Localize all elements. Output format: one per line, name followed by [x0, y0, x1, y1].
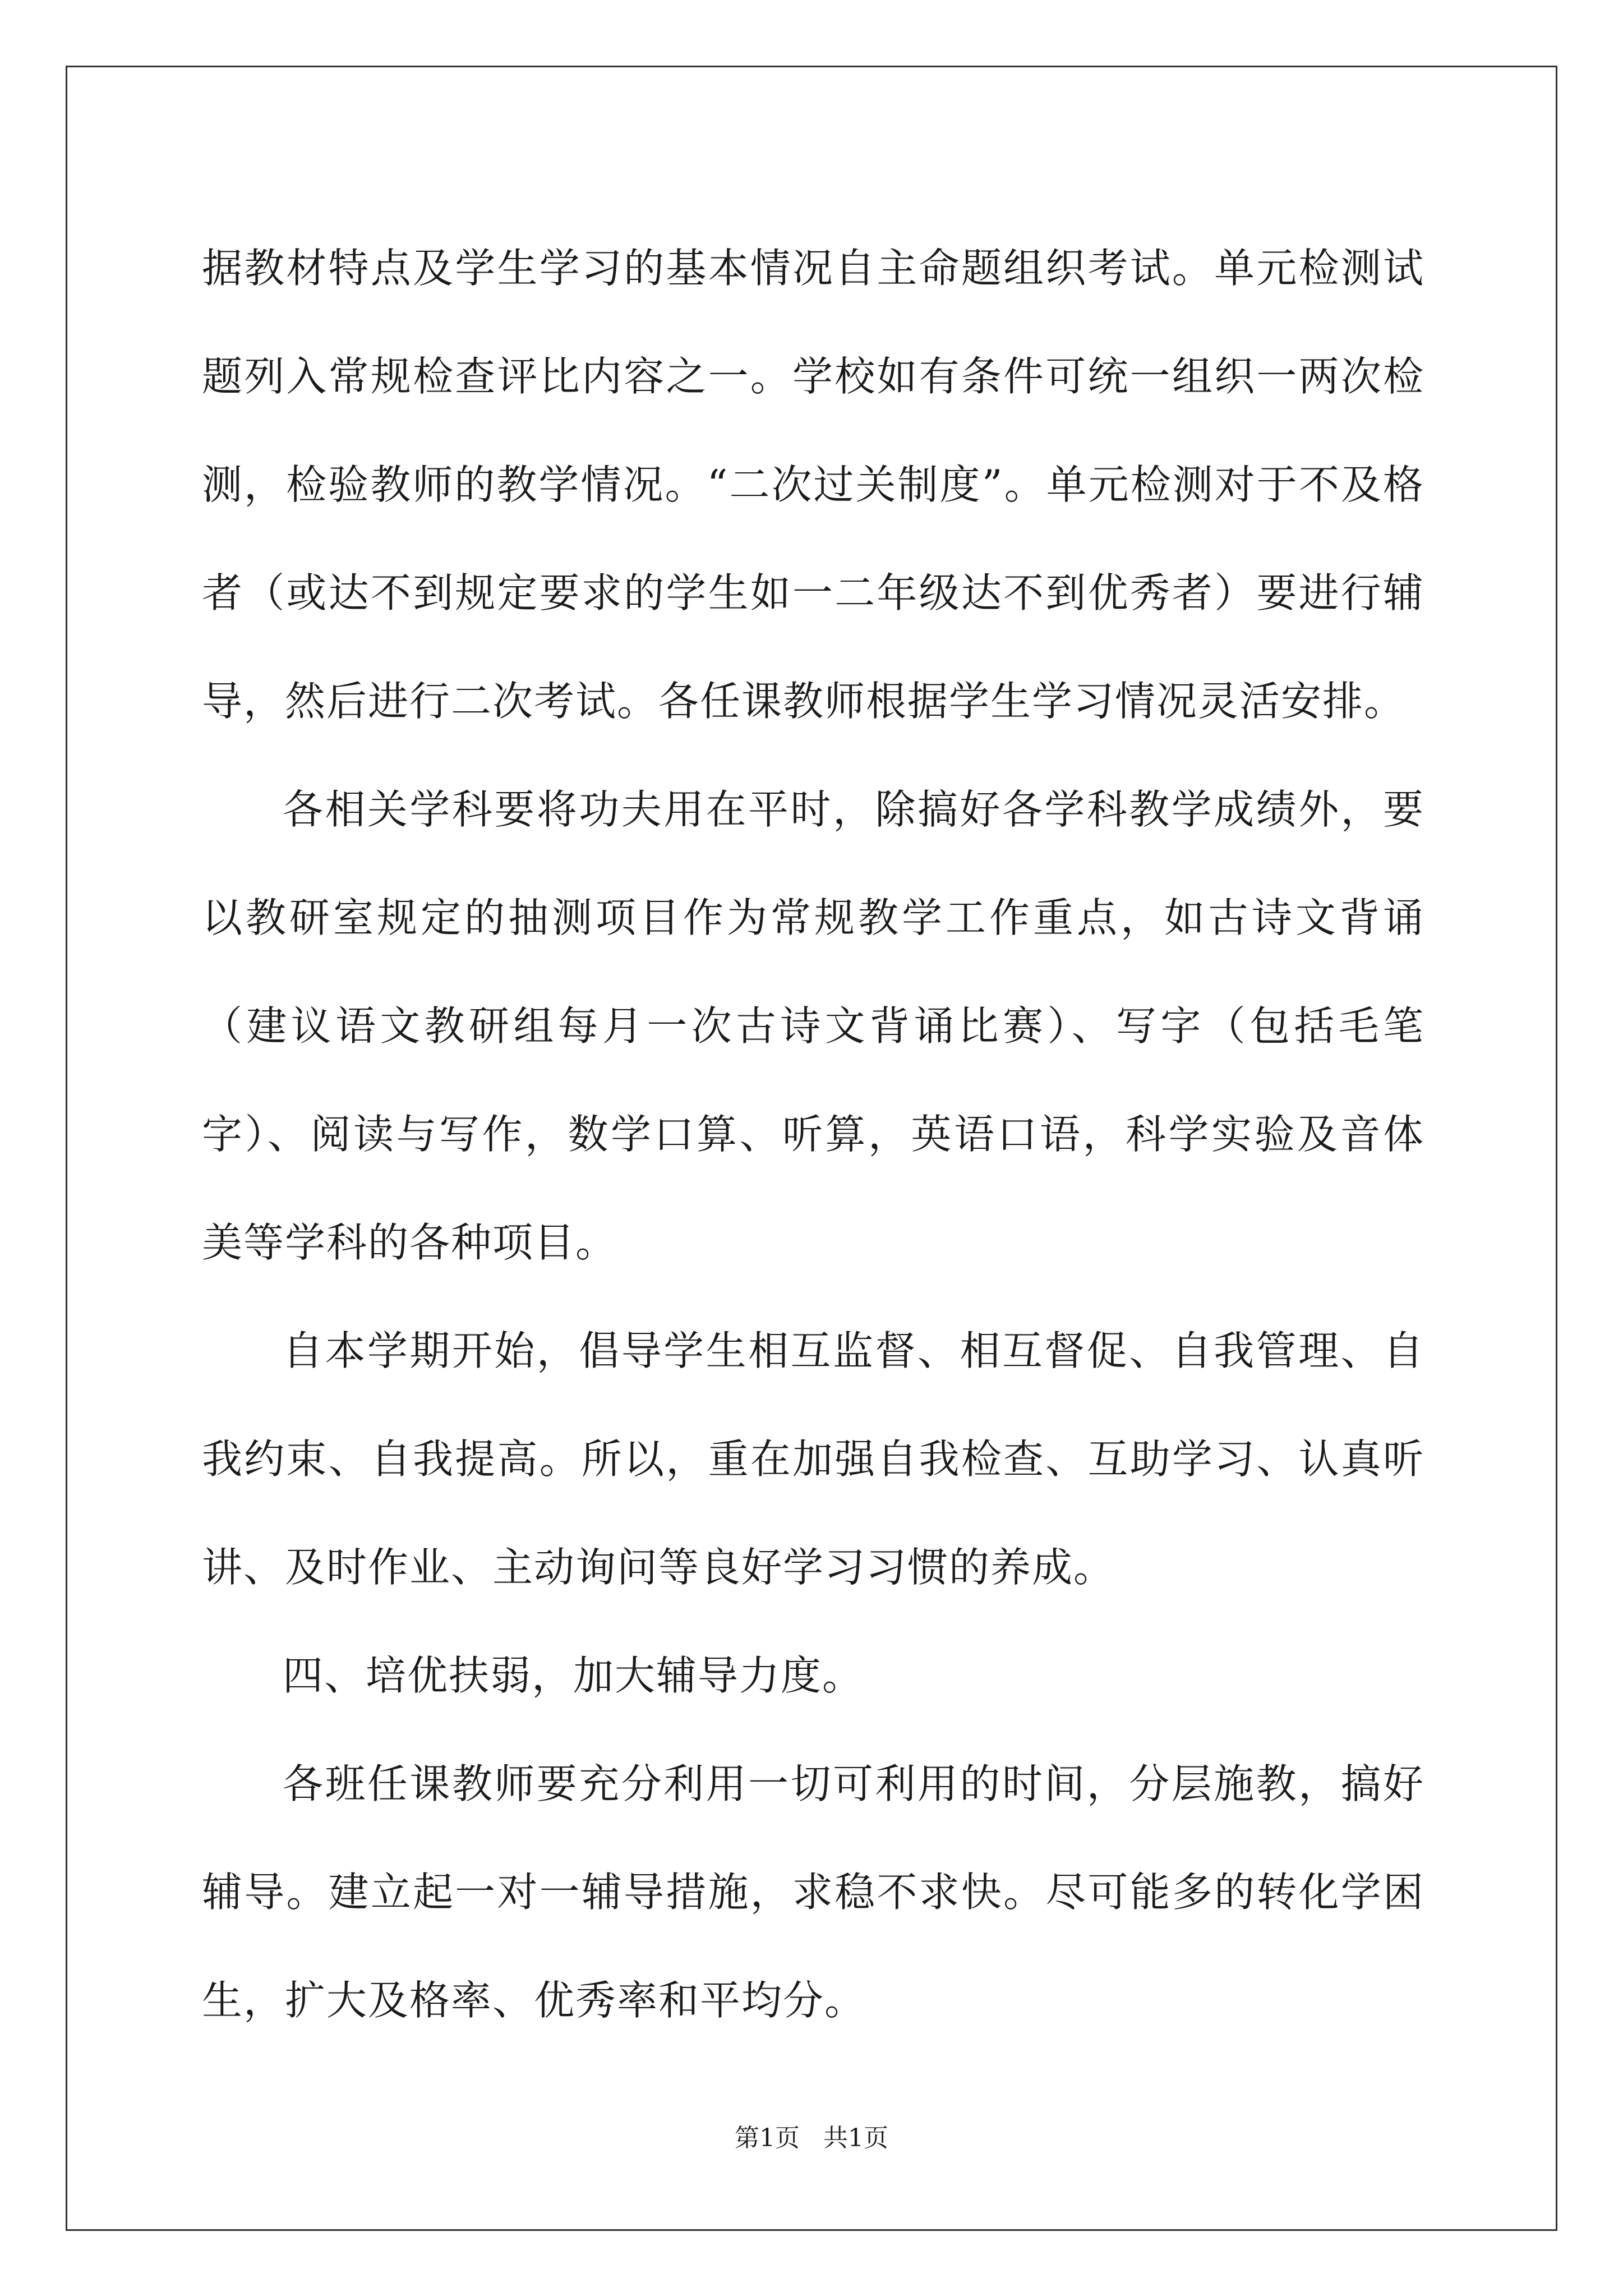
paragraph-study-habits: 自本学期开始，倡导学生相互监督、相互督促、自我管理、自我约束、自我提高。所以，重在加强自我检查、互助学习、认真听讲、及时作业、主动询问等良好学习习惯的养成。 [202, 1327, 1424, 1591]
section-heading-tutoring: 四、培优扶弱，加大辅导力度。 [283, 1652, 864, 1699]
document-body [202, 214, 1424, 2055]
paragraph-tutoring-measures: 各班任课教师要充分利用一切可利用的时间，分层施教，搞好辅导。建立起一对一辅导措施，求稳不求快。尽可能多的转化学困生，扩大及格率、优秀率和平均分。 [202, 1760, 1424, 2024]
paragraph-unit-test: 据教材特点及学生学习的基本情况自主命题组织考试。单元检测试题列入常规检查评比内容之一。学校如有条件可统一组织一两次检测，检验教师的教学情况。“二次过关制度”。单元检测对于不及格者（或达不到规定要求的学生如一二年级达不到优秀者）要进行辅导，然后进行二次考试。各任课教师根据学生学习情况灵活安排。 [202, 245, 1424, 725]
page-number: 第1页 [735, 2124, 800, 2152]
paragraph-subject-focus: 各相关学科要将功夫用在平时，除搞好各学科教学成绩外，要以教研室规定的抽测项目作为常规教学工作重点，如古诗文背诵（建议语文教研组每月一次古诗文背诵比赛）、写字（包括毛笔字）、阅读与写作，数学口算、听算，英语口语，科学实验及音体美等学科的各种项目。 [202, 786, 1424, 1266]
page-footer [0, 2122, 1623, 2155]
page-total: 共1页 [823, 2124, 888, 2152]
